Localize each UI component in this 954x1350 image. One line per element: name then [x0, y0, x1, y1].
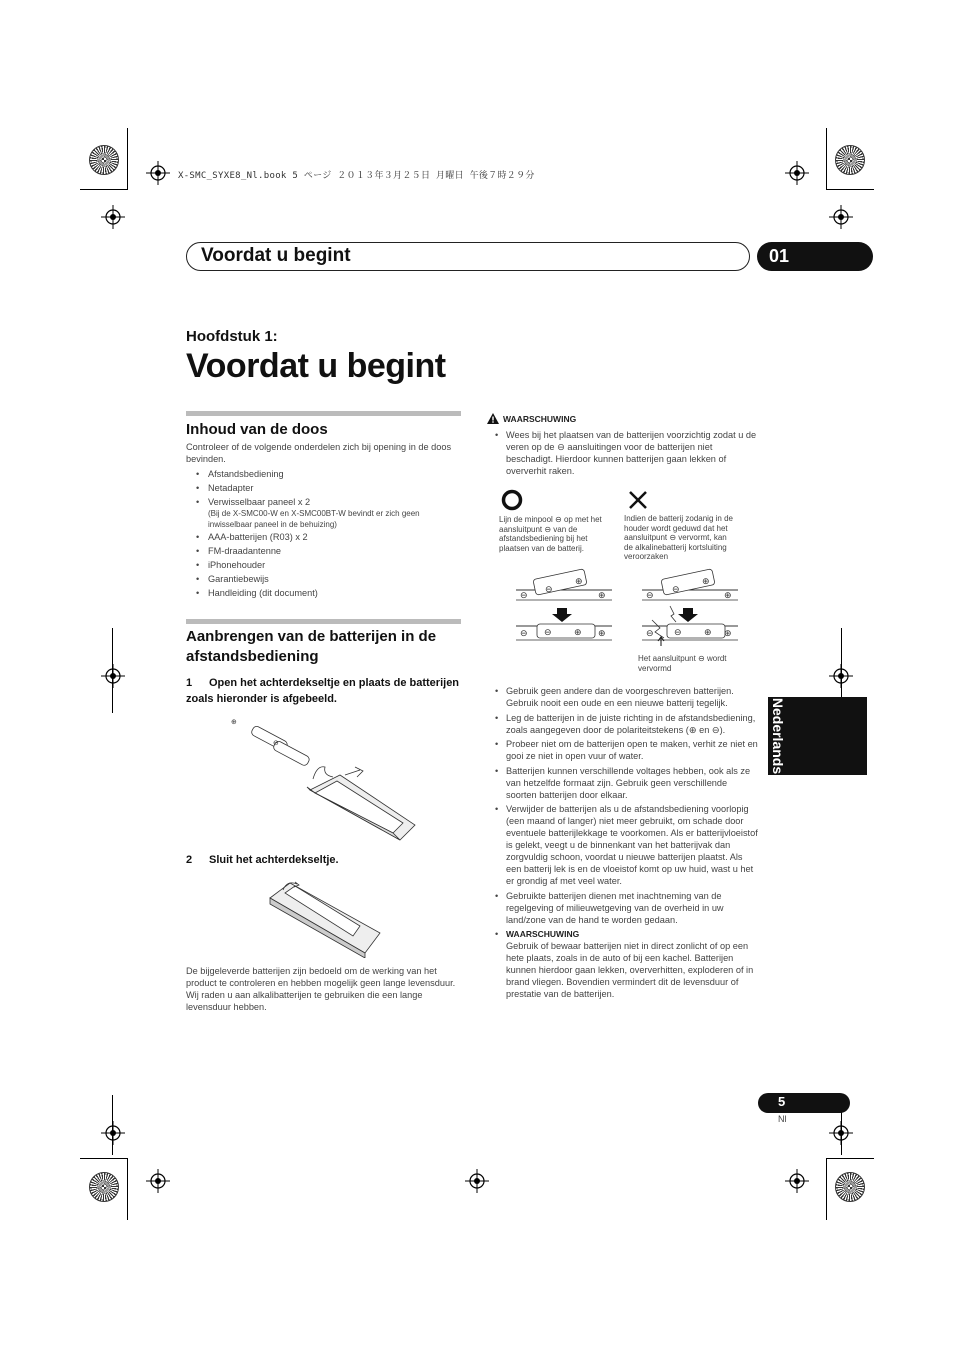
- crop-mark: [826, 128, 827, 190]
- deformed-terminal-caption: Het aansluitpunt ⊖ wordt vervormd: [638, 654, 727, 673]
- minus-sign: ⊖: [646, 629, 654, 639]
- cover-closing-illustration: [265, 878, 385, 958]
- precaution-item: [492, 685, 758, 709]
- contents-item-note: (Bij de X-SMC00-W en X-SMC00BT-W bevindt er zich geen inwisselbaar paneel in de behuizing): [208, 508, 420, 529]
- battery-section-title: Aanbrengen van de batterijen in de afstandsbediening: [186, 628, 437, 665]
- step-1-number: 1: [186, 677, 193, 689]
- plus-sign: ⊕: [724, 629, 732, 639]
- minus-sign: ⊖: [545, 585, 553, 595]
- plus-sign: ⊕: [575, 577, 583, 587]
- contents-section-title: Inhoud van de doos: [186, 421, 328, 438]
- warning-heading-text: WAARSCHUWING: [503, 413, 577, 424]
- language-tab-label: Nederlands: [770, 697, 786, 775]
- registration-mark-icon: [785, 161, 809, 185]
- color-rosette-icon: [89, 145, 119, 175]
- warning-heading: [487, 413, 576, 424]
- svg-text:⊖: ⊖: [273, 740, 279, 747]
- correct-icon: [501, 489, 523, 511]
- section-divider: [186, 411, 461, 416]
- precaution-item: [492, 712, 758, 736]
- precaution-text: Batterijen kunnen verschillende voltages hebben, ook als ze van hetzelfde formaat zijn. Gebruik geen verschillende soorten batterijen door elkaar.: [506, 765, 751, 800]
- minus-sign: ⊖: [520, 591, 528, 601]
- contents-item: [186, 587, 461, 599]
- page-language: Nl: [778, 1114, 787, 1124]
- minus-sign: ⊖: [520, 629, 528, 639]
- step-1-text: Open het achterdekseltje en plaats de batterijen zoals hieronder is afgebeeld.: [186, 677, 460, 705]
- minus-sign: ⊖: [646, 591, 654, 601]
- contents-item-text: FM-draadantenne: [208, 546, 282, 557]
- chapter-label: Hoofdstuk 1:: [186, 328, 278, 345]
- registration-mark-icon: [829, 205, 853, 229]
- precaution-heading: • WAARSCHUWING: [506, 929, 580, 939]
- contents-item: [186, 545, 461, 557]
- crop-mark: [826, 1158, 827, 1220]
- color-rosette-icon: [89, 1172, 119, 1202]
- incorrect-icon: [627, 489, 649, 511]
- minus-sign: ⊖: [544, 628, 552, 638]
- page-number-badge: [758, 1093, 850, 1113]
- crop-mark: [826, 1158, 874, 1159]
- minus-sign: ⊖: [674, 628, 682, 638]
- plus-sign: ⊕: [702, 577, 710, 587]
- crop-mark: [80, 1158, 128, 1159]
- warning-list: [492, 429, 758, 480]
- precaution-item: [492, 738, 758, 762]
- color-rosette-icon: [835, 1172, 865, 1202]
- precaution-item: [492, 890, 758, 926]
- plus-sign: ⊕: [598, 629, 606, 639]
- header-title: Voordat u begint: [201, 245, 351, 266]
- precaution-text: Probeer niet om de batterijen open te maken, verhit ze niet en gooi ze niet in open vuur of water.: [506, 739, 758, 761]
- precautions-list: [492, 685, 758, 1003]
- correct-caption: Lijn de minpool ⊖ op met het aansluitpunt ⊖ van de afstandsbediening bij het plaatsen van de batterij.: [499, 515, 602, 553]
- section-divider: [186, 619, 461, 624]
- step-1: [186, 675, 461, 707]
- contents-list: [186, 468, 461, 600]
- crop-mark: [112, 628, 113, 713]
- step-2-number: 2: [186, 854, 193, 866]
- plus-sign: ⊕: [724, 591, 732, 601]
- battery-polarity-diagram: [512, 568, 744, 646]
- file-info-line: X-SMC_SYXE8_Nl.book 5 ページ ２０１３年３月２５日 月曜日 午後７時２９分: [178, 171, 535, 181]
- precaution-item: [492, 765, 758, 801]
- contents-item: [186, 573, 461, 585]
- registration-mark-icon: [146, 1169, 170, 1193]
- contents-item: [186, 496, 461, 530]
- contents-item-text: Verwisselbaar paneel x 2: [208, 496, 311, 507]
- plus-sign: ⊕: [598, 591, 606, 601]
- contents-item-text: iPhonehouder: [208, 559, 266, 570]
- contents-item: [186, 468, 461, 480]
- crop-mark: [80, 189, 128, 190]
- plus-sign: ⊕: [574, 628, 582, 638]
- crop-mark: [112, 1095, 113, 1155]
- precaution-text: Gebruikte batterijen dienen met inachtneming van de regelgeving of milieuwetgeving van de overheid in uw land/zone van de hand te worden gedaan.: [506, 890, 724, 925]
- contents-item-text: Afstandsbediening: [208, 469, 284, 479]
- minus-sign: ⊖: [672, 585, 680, 595]
- svg-text:⊕: ⊕: [231, 719, 237, 726]
- contents-item: [186, 559, 461, 571]
- contents-item-text: Garantiebewijs: [208, 573, 269, 584]
- contents-item-text: Handleiding (dit document): [208, 587, 318, 598]
- battery-note: De bijgeleverde batterijen zijn bedoeld om de werking van het product te controleren en hebben mogelijk geen lange levensduur. Wij raden u aan alkalibatterijen te gebruiken die een lange levensduur hebben.: [186, 966, 456, 1012]
- precaution-text: Gebruik geen andere dan de voorgeschreven batterijen. Gebruik nooit een oude en een nieuwe batterij tegelijk.: [506, 686, 734, 708]
- chapter-title: Voordat u begint: [186, 347, 446, 385]
- contents-intro: Controleer of de volgende onderdelen zich bij opening in de doos bevinden.: [186, 442, 452, 464]
- crop-mark: [127, 128, 128, 190]
- contents-item-text: AAA-batterijen (R03) x 2: [208, 532, 308, 543]
- page-number: 5: [778, 1094, 786, 1109]
- step-2: [186, 852, 461, 868]
- crop-mark: [826, 189, 874, 190]
- registration-mark-icon: [101, 1121, 125, 1145]
- contents-item-text: Netadapter: [208, 482, 254, 493]
- precaution-item: [492, 928, 758, 1000]
- warning-triangle-icon: [487, 413, 499, 424]
- registration-mark-icon: [146, 161, 170, 185]
- step-2-text: Sluit het achterdekseltje.: [209, 854, 339, 866]
- registration-mark-icon: [785, 1169, 809, 1193]
- warning-item: • Wees bij het plaatsen van de batterijen voorzichtig zodat u de veren op de ⊖ aansluitingen voor de batterijen niet beschadigt. Hierdoor kunnen batterijen gaan lekken of oververhit raken.: [492, 429, 758, 477]
- registration-mark-icon: [101, 205, 125, 229]
- precaution-text: Verwijder de batterijen als u de afstandsbediening voorlopig (een maand of langer) niet meer gebruikt, om schade door eventuele batterijlekkage te voorkomen. Als er batterijvloeistof is gelekt, veegt u de binnenkant van het batterijvak dan zorgvuldig schoon, voordat u nieuwe batterijen plaatst. Als een batterij lek is en de vloeistof komt op uw huid, wast u het er grondig af met veel water.: [506, 804, 758, 886]
- precaution-text: Gebruik of bewaar batterijen niet in direct zonlicht of op een hete plaats, zoals in de auto of bij een kachel. Batterijen kunnen hierdoor gaan lekken, oververhitten, exploderen of in brand vliegen. Bovendien vermindert dit de levensduur of prestatie van de batterijen.: [506, 941, 754, 999]
- precaution-item: [492, 803, 758, 887]
- battery-insertion-illustration: [225, 715, 420, 855]
- chapter-number: 01: [769, 246, 790, 266]
- plus-sign: ⊕: [704, 628, 712, 638]
- crop-mark: [127, 1158, 128, 1220]
- registration-mark-icon: [465, 1169, 489, 1193]
- precaution-text: Leg de batterijen in de juiste richting in de afstandsbediening, zoals aangegeven door de polariteitstekens (⊕ en ⊖).: [506, 712, 756, 735]
- contents-item: [186, 482, 461, 494]
- registration-mark-icon: [101, 664, 125, 688]
- color-rosette-icon: [835, 145, 865, 175]
- contents-item: [186, 531, 461, 543]
- incorrect-caption: Indien de batterij zodanig in de houder wordt geduwd dat het aansluitpunt ⊖ vervormt, kan de alkalinebatterij kortsluiting veroorzaken: [624, 514, 733, 561]
